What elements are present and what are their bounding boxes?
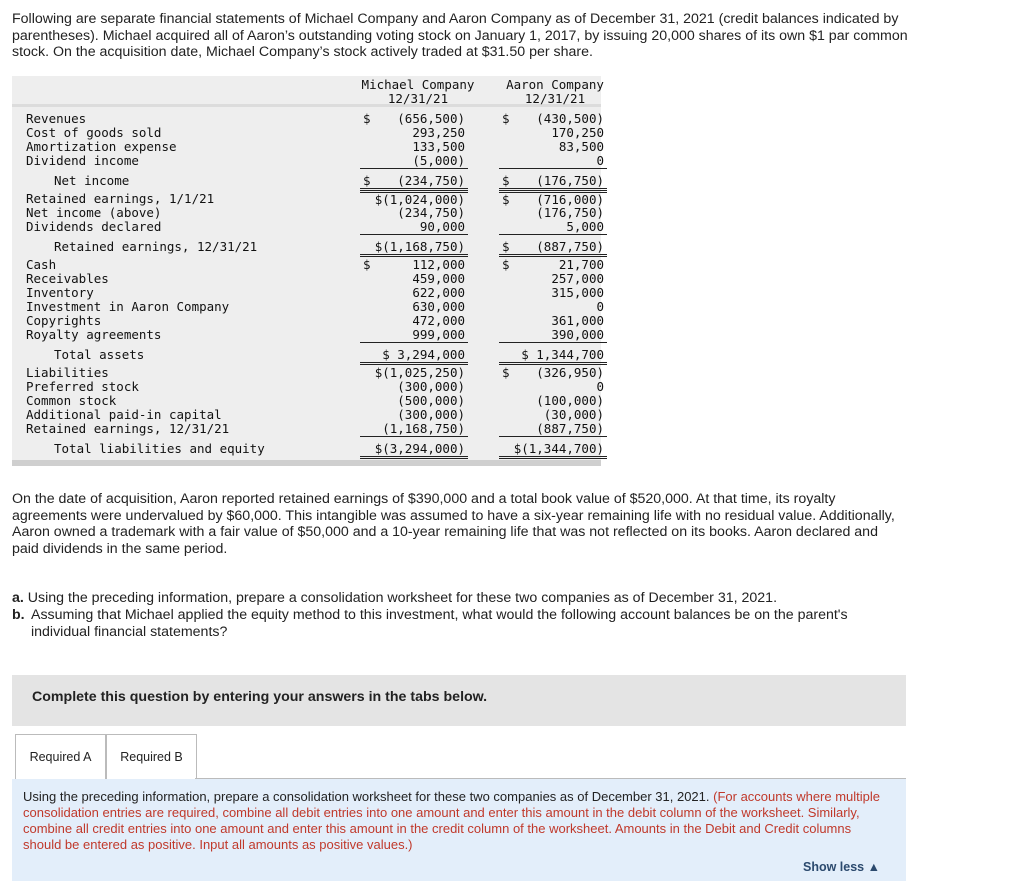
tab-required-a[interactable]: Required A — [15, 734, 106, 780]
aaron-header-name: Aaron Company — [506, 77, 604, 92]
statement-row — [12, 257, 604, 272]
michael-amount-cell — [360, 126, 468, 140]
row-label: Cash — [26, 257, 57, 272]
statement-row — [12, 327, 604, 342]
michael-amount-cell — [360, 366, 468, 380]
michael-amount: (656,500) — [397, 111, 465, 126]
row-label: Retained earnings, 12/31/21 — [26, 421, 230, 436]
michael-amount-cell — [360, 112, 468, 126]
michael-amount-cell — [360, 140, 468, 154]
michael-amount: $(3,294,000) — [374, 441, 465, 456]
statement-row — [12, 421, 604, 436]
aaron-amount: (887,750) — [536, 239, 604, 254]
aaron-amount: (716,000) — [536, 192, 604, 207]
show-less-button[interactable] — [803, 860, 880, 874]
aaron-amount-cell — [499, 314, 607, 328]
statement-row — [12, 347, 604, 362]
dollar-sign: $ — [502, 257, 510, 272]
michael-amount-cell — [360, 258, 468, 272]
aaron-amount: (30,000) — [543, 407, 604, 422]
row-label: Inventory — [26, 285, 94, 300]
aaron-amount-cell — [499, 286, 607, 300]
michael-amount-cell — [360, 286, 468, 300]
michael-amount: 459,000 — [412, 271, 465, 286]
row-label: Additional paid-in capital — [26, 407, 222, 422]
aaron-amount: $(1,344,700) — [513, 441, 604, 456]
statement-row — [12, 125, 604, 140]
aaron-amount: 83,500 — [558, 139, 604, 154]
dollar-sign: $ — [502, 111, 510, 126]
row-label: Cost of goods sold — [26, 125, 162, 140]
aaron-amount-cell — [499, 174, 607, 191]
row-label: Dividend income — [26, 153, 139, 168]
michael-amount: $(1,025,250) — [374, 365, 465, 380]
michael-header-name: Michael Company — [361, 77, 475, 92]
michael-amount: (1,168,750) — [382, 421, 465, 436]
row-label: Preferred stock — [26, 379, 139, 394]
michael-amount: 133,500 — [412, 139, 465, 154]
question-a — [12, 590, 777, 607]
acquisition-paragraph: On the date of acquisition, Aaron reported retained earnings of $390,000 and a total book value of $520,000. At that time, its royalty agreements were undervalued by $60,000. This intangible was assumed to have a six-year remaining life with no residual value. Additionally, Aaron owned a trademark with a fair value of $50,000 and a 10-year remaining life that was not reflected on its books. Aaron declared and paid dividends in the same period. — [12, 491, 895, 557]
aaron-amount: (430,500) — [536, 111, 604, 126]
statement-row — [12, 313, 604, 328]
dollar-sign: $ — [502, 239, 510, 254]
question-b-letter: b. — [12, 607, 25, 623]
question-a-text: Using the preceding information, prepare a consolidation worksheet for these two companies as of December 31, 2021. — [27, 590, 778, 606]
row-label: Retained earnings, 12/31/21 — [54, 239, 258, 254]
michael-amount: (500,000) — [397, 393, 465, 408]
aaron-amount-cell — [499, 348, 607, 365]
statement-row — [12, 441, 604, 456]
michael-amount-cell — [360, 314, 468, 328]
statement-row — [12, 239, 604, 254]
statement-row — [12, 271, 604, 286]
michael-amount: (234,750) — [397, 173, 465, 188]
statement-row — [12, 365, 604, 380]
aaron-amount-cell — [499, 442, 607, 459]
michael-amount: 90,000 — [419, 219, 465, 234]
aaron-amount-cell — [499, 258, 607, 272]
aaron-amount: 5,000 — [566, 219, 604, 234]
aaron-amount-cell — [499, 154, 607, 169]
intro-paragraph: Following are separate financial statements of Michael Company and Aaron Company as of December 31, 2021 (credit balances indicated by parentheses). Michael acquired all of Aaron’s outstanding voting stock on January 1, 2017, by issuing 20,000 shares of its own $1 par common stock. On the acquisition date, Michael Company’s stock actively traded at $31.50 per share. — [12, 11, 908, 60]
aaron-amount-cell — [499, 140, 607, 154]
michael-amount: 293,250 — [412, 125, 465, 140]
statement-row — [12, 219, 604, 234]
michael-amount: (5,000) — [412, 153, 465, 168]
question-b — [12, 607, 907, 641]
row-label: Total liabilities and equity — [54, 441, 265, 456]
question-a-letter: a. — [12, 590, 24, 606]
michael-amount: (234,750) — [397, 205, 465, 220]
michael-amount: 472,000 — [412, 313, 465, 328]
statement-row — [12, 111, 604, 126]
michael-amount-cell — [360, 380, 468, 394]
statement-row — [12, 173, 604, 188]
row-label: Investment in Aaron Company — [26, 299, 230, 314]
michael-amount: $(1,168,750) — [374, 239, 465, 254]
statement-row — [12, 299, 604, 314]
aaron-amount: (176,750) — [536, 173, 604, 188]
aaron-amount: (100,000) — [536, 393, 604, 408]
statement-row — [12, 393, 604, 408]
aaron-amount-cell — [499, 112, 607, 126]
michael-amount-cell — [360, 300, 468, 314]
michael-amount: 112,000 — [412, 257, 465, 272]
dollar-sign: $ — [502, 365, 510, 380]
michael-amount-cell — [360, 394, 468, 408]
statement-row — [12, 407, 604, 422]
caret-up-icon: ▲ — [867, 860, 880, 874]
michael-amount-cell — [360, 220, 468, 235]
row-label: Royalty agreements — [26, 327, 162, 342]
panel-instructions — [23, 789, 893, 853]
panel-main-text: Using the preceding information, prepare a consolidation worksheet for these two companies as of December 31, 2021. — [23, 789, 710, 804]
michael-amount-cell — [360, 328, 468, 343]
aaron-amount: 257,000 — [551, 271, 604, 286]
dollar-sign: $ — [502, 173, 510, 188]
statement-row — [12, 205, 604, 220]
michael-header-date: 12/31/21 — [387, 91, 449, 106]
michael-amount-cell — [360, 408, 468, 422]
statement-row — [12, 285, 604, 300]
row-label: Copyrights — [26, 313, 102, 328]
michael-amount-cell — [360, 154, 468, 169]
aaron-amount: (326,950) — [536, 365, 604, 380]
aaron-amount: (887,750) — [536, 421, 604, 436]
aaron-amount-cell — [499, 380, 607, 394]
aaron-amount-cell — [499, 366, 607, 380]
aaron-amount-cell — [499, 240, 607, 257]
michael-amount-cell — [360, 272, 468, 286]
aaron-amount: 361,000 — [551, 313, 604, 328]
michael-amount: 622,000 — [412, 285, 465, 300]
aaron-amount: 0 — [596, 299, 604, 314]
michael-amount: $(1,024,000) — [374, 192, 465, 207]
row-label: Dividends declared — [26, 219, 162, 234]
michael-amount-cell — [360, 422, 468, 437]
financial-statements — [12, 76, 604, 466]
aaron-amount: 390,000 — [551, 327, 604, 342]
statement-row — [12, 191, 604, 207]
row-label: Net income — [54, 173, 130, 188]
show-less-label: Show less — [803, 860, 865, 874]
statement-bottom-bar — [12, 460, 601, 466]
michael-amount-cell — [360, 174, 468, 191]
aaron-amount: 170,250 — [551, 125, 604, 140]
aaron-amount: (176,750) — [536, 205, 604, 220]
michael-amount-cell — [360, 240, 468, 257]
aaron-amount-cell — [499, 126, 607, 140]
row-label: Retained earnings, 1/1/21 — [26, 191, 215, 206]
aaron-amount-cell — [499, 408, 607, 422]
row-label: Total assets — [54, 347, 145, 362]
michael-column-header — [358, 78, 478, 106]
statement-row — [12, 139, 604, 154]
aaron-amount-cell — [499, 300, 607, 314]
michael-amount-cell — [360, 206, 468, 220]
aaron-amount-cell — [499, 328, 607, 343]
aaron-amount: 315,000 — [551, 285, 604, 300]
aaron-amount: $ 1,344,700 — [521, 347, 604, 362]
michael-amount: 999,000 — [412, 327, 465, 342]
aaron-amount: 21,700 — [558, 257, 604, 272]
instructions-text: Complete this question by entering your answers in the tabs below. — [32, 689, 488, 705]
dollar-sign: $ — [363, 257, 371, 272]
tab-required-b[interactable]: Required B — [106, 734, 197, 780]
row-label: Receivables — [26, 271, 109, 286]
michael-amount-cell — [360, 348, 468, 365]
aaron-column-header — [495, 78, 615, 106]
required-a-panel — [12, 779, 906, 881]
row-label: Liabilities — [26, 365, 109, 380]
michael-amount: (300,000) — [397, 407, 465, 422]
row-label: Amortization expense — [26, 139, 177, 154]
panel-note-text: (For accounts where multiple consolidation entries are required, combine all debit entries into one amount and enter this amount in the debit column of the worksheet. Similarly, combine all credit entries into one amount and enter this amount in the credit column of the worksheet. Amounts in the Debit and Credit columns should be entered as positive. Input all amounts as positive values.) — [23, 789, 881, 852]
aaron-header-date: 12/31/21 — [524, 91, 586, 106]
statement-row — [12, 379, 604, 394]
aaron-amount: 0 — [596, 379, 604, 394]
statement-row — [12, 153, 604, 168]
aaron-amount-cell — [499, 422, 607, 437]
instructions-banner — [12, 675, 906, 726]
dollar-sign: $ — [363, 111, 371, 126]
row-label: Common stock — [26, 393, 117, 408]
row-label: Net income (above) — [26, 205, 162, 220]
row-label: Revenues — [26, 111, 87, 126]
michael-amount: 630,000 — [412, 299, 465, 314]
aaron-amount: 0 — [596, 153, 604, 168]
dollar-sign: $ — [363, 173, 371, 188]
aaron-amount-cell — [499, 206, 607, 220]
michael-amount: $ 3,294,000 — [382, 347, 465, 362]
dollar-sign: $ — [502, 192, 510, 207]
michael-amount-cell — [360, 442, 468, 459]
michael-amount: (300,000) — [397, 379, 465, 394]
aaron-amount-cell — [499, 394, 607, 408]
question-b-text: Assuming that Michael applied the equity method to this investment, what would the following account balances be on the parent's individual financial statements? — [31, 607, 848, 640]
aaron-amount-cell — [499, 220, 607, 235]
aaron-amount-cell — [499, 272, 607, 286]
